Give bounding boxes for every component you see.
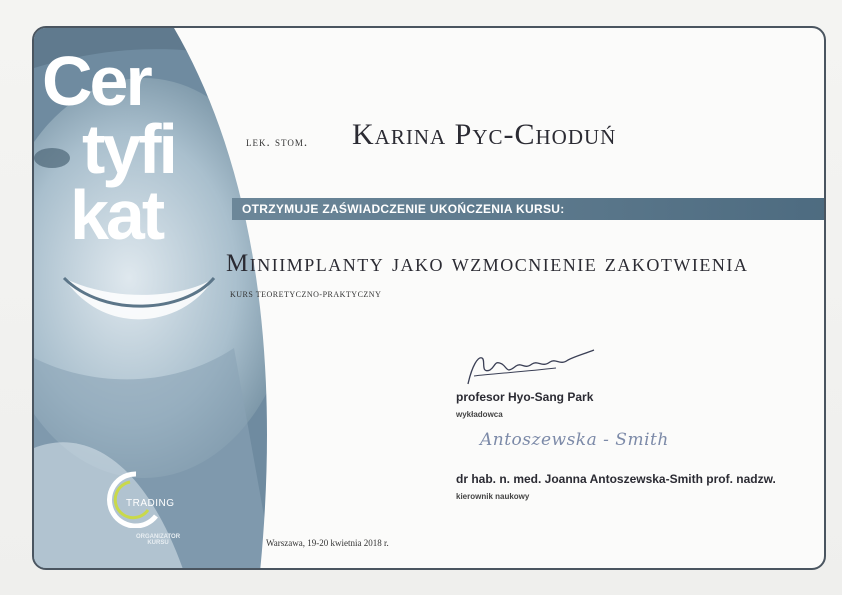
- course-title: Miniimplanty jako wzmocnienie zakotwienia: [226, 250, 749, 277]
- heading-cer: Cer: [42, 42, 150, 120]
- heading-tyfi: tyfi: [82, 110, 175, 188]
- signatory-2-name: dr hab. n. med. Joanna Antoszewska-Smith prof. nadzw.: [456, 472, 776, 486]
- panel-edge-curve: [34, 28, 284, 570]
- course-type: KURS TEORETYCZNO-PRAKTYCZNY: [230, 290, 382, 299]
- statement-bar: [232, 198, 826, 220]
- signature-antoszewska: Antoszewska - Smith: [480, 430, 669, 450]
- logo-text: TRADING: [126, 498, 175, 509]
- signatory-1-role: wykładowca: [456, 410, 503, 419]
- certificate-frame: [32, 26, 826, 570]
- recipient-prefix: lek. stom.: [246, 134, 309, 149]
- signatory-2-role: kierownik naukowy: [456, 492, 530, 501]
- heading-kat: kat: [70, 176, 163, 254]
- signature-park-icon: [460, 346, 600, 390]
- organizer-label: ORGANIZATOR KURSU: [135, 534, 181, 546]
- place-date: Warszawa, 19-20 kwietnia 2018 r.: [266, 538, 389, 548]
- statement-text: OTRZYMUJE ZAŚWIADCZENIE UKOŃCZENIA KURSU:: [242, 202, 565, 216]
- recipient-name: Karina Pyc-Choduń: [352, 118, 617, 151]
- signatory-1-name: profesor Hyo-Sang Park: [456, 390, 594, 404]
